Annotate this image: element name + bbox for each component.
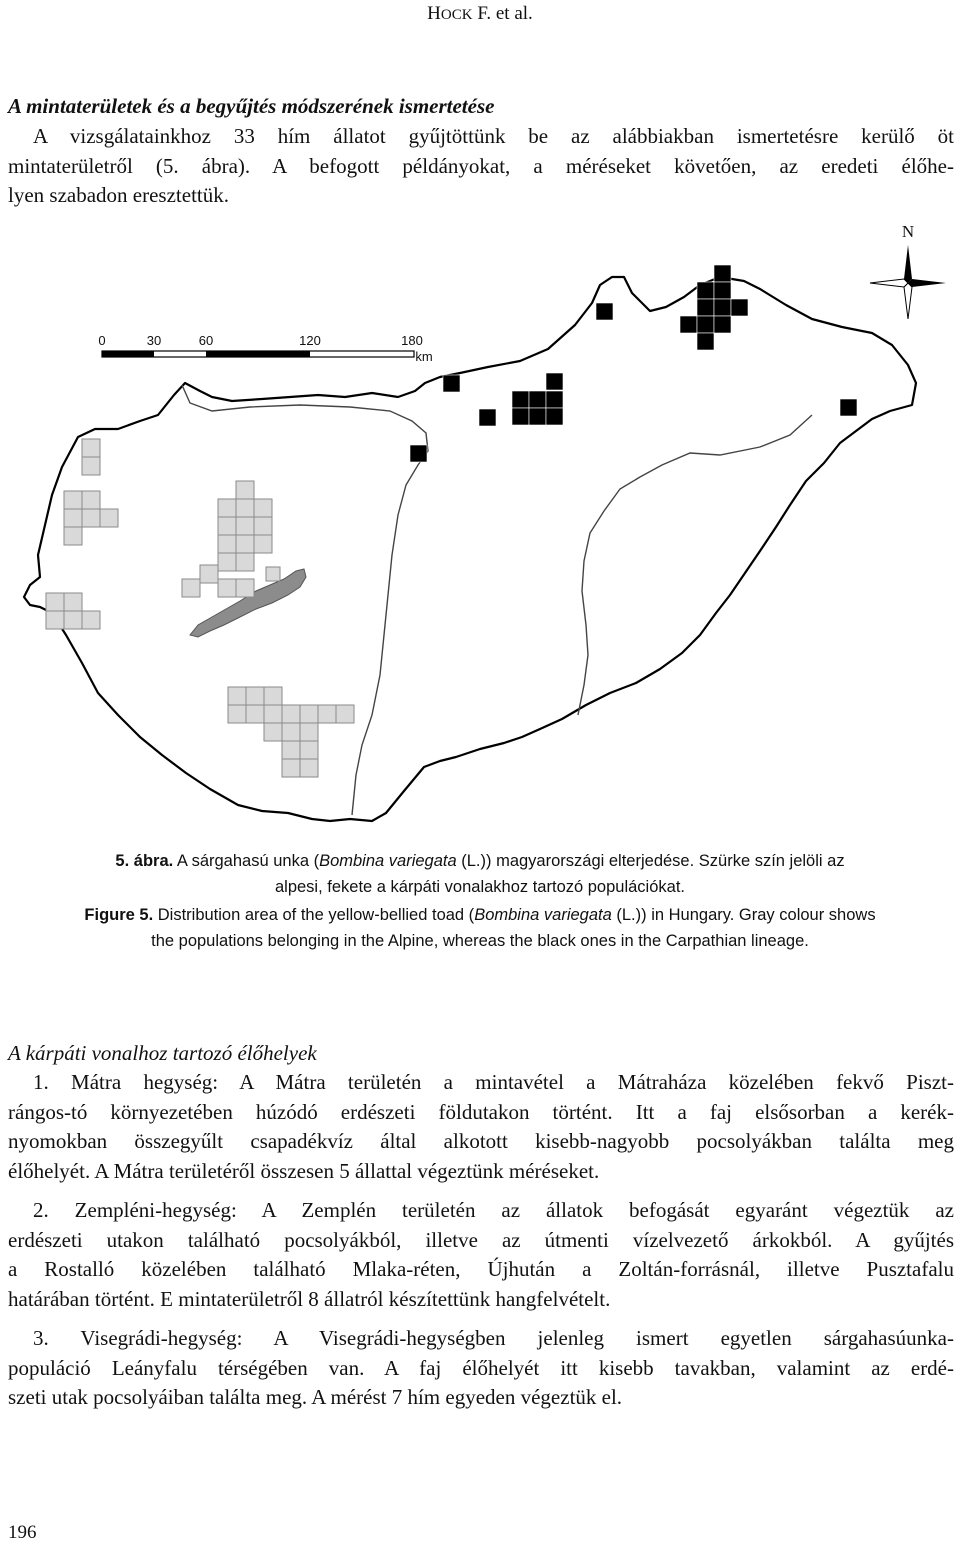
- paragraph-line: lyen szabadon eresztettük.: [8, 183, 229, 207]
- alpine-square: [64, 527, 82, 545]
- alpine-square: [218, 553, 236, 571]
- alpine-square: [236, 579, 254, 597]
- paragraph-matra: [8, 1068, 954, 1186]
- north-label: N: [901, 222, 915, 241]
- scale-bar: [98, 333, 432, 364]
- north-arrow: [870, 222, 946, 319]
- carpathian-square: [697, 299, 714, 316]
- paragraph-line: 3. Visegrádi-hegység: A Visegrádi-hegységben jelenleg ismert egyetlen sárgahasúunka-: [33, 1326, 954, 1350]
- alpine-square: [82, 611, 100, 629]
- scale-tick-label: 0: [98, 333, 106, 348]
- carpathian-square: [697, 282, 714, 299]
- carpathian-square: [546, 391, 563, 408]
- paragraph-zemplen: [8, 1196, 954, 1314]
- caption-en-line-2: the populations belonging in the Alpine, whereas the black ones in the Carpathian lineage.: [151, 932, 809, 950]
- caption-en-text: (L.)) in Hungary. Gray colour shows: [611, 906, 876, 924]
- carpathian-square: [714, 316, 731, 333]
- distribution-map: [0, 215, 960, 835]
- alpine-square: [82, 439, 100, 457]
- paragraph-line: nyomokban összegyűlt csapadékvíz által alkotott kisebb-nagyobb pocsolyákban találta meg: [8, 1129, 954, 1153]
- paragraph-line: élőhelyét. A Mátra területéről összesen 5 állattal végeztünk méréseket.: [8, 1158, 600, 1183]
- scale-tick-label: 30: [146, 333, 162, 348]
- alpine-square: [300, 759, 318, 777]
- alpine-square: [254, 517, 272, 535]
- alpine-square: [228, 705, 246, 723]
- paragraph-line: a Rostalló közelében található Mlaka-réten, Újhután a Zoltán-forrásnál, illetve Pusztafalu: [8, 1257, 954, 1281]
- alpine-square: [246, 705, 264, 723]
- carpathian-square: [512, 391, 529, 408]
- carpathian-square: [529, 391, 546, 408]
- map-svg: [0, 215, 960, 835]
- caption-hu-label: 5. ábra.: [115, 852, 174, 870]
- alpine-square: [64, 593, 82, 611]
- paragraph-line: rángos-tó környezetében húzódó erdészeti földutakon történt. Itt a faj elsősorban a kerék-: [8, 1099, 954, 1124]
- methods-paragraph: [8, 122, 954, 211]
- carpathian-square: [714, 299, 731, 316]
- alpine-square: [254, 499, 272, 517]
- paragraph-line: A vizsgálatainkhoz 33 hím állatot gyűjtöttünk be az alábbiakban ismertetésre kerülő öt: [33, 124, 954, 148]
- caption-hu-text: A sárgahasú unka (: [173, 852, 320, 870]
- alpine-square: [82, 509, 100, 527]
- alpine-square: [46, 611, 64, 629]
- alpine-square: [282, 759, 300, 777]
- alpine-square: [254, 535, 272, 553]
- alpine-square: [236, 553, 254, 571]
- paragraph-line: 2. Zempléni-hegység: A Zemplén területén az állatok befogását egyaránt végeztük az: [33, 1198, 954, 1222]
- alpine-square: [64, 509, 82, 527]
- scale-tick-label: 120: [299, 333, 321, 348]
- alpine-square: [282, 705, 300, 723]
- carpathian-square: [529, 408, 546, 425]
- alpine-square: [218, 499, 236, 517]
- paragraph-line: mintaterületről (5. ábra). A befogott példányokat, a méréseket követően, az eredeti élőhe-: [8, 153, 954, 178]
- carpathian-square: [546, 373, 563, 390]
- alpine-square: [82, 491, 100, 509]
- carpathian-square: [410, 445, 427, 462]
- carpathian-square: [714, 282, 731, 299]
- carpathian-square: [731, 299, 748, 316]
- carpathian-square: [512, 408, 529, 425]
- figure-caption-english: [0, 902, 960, 954]
- scale-unit-label: km: [415, 349, 433, 364]
- alpine-square: [200, 565, 218, 583]
- carpathian-square: [697, 333, 714, 350]
- header-author-rest: OCK: [440, 7, 473, 23]
- carpathian-square: [479, 409, 496, 426]
- alpine-square: [218, 535, 236, 553]
- alpine-square: [318, 705, 336, 723]
- paragraph-line: szeti utak pocsolyáiban találta meg. A mérést 7 hím egyeden végeztük el.: [8, 1385, 623, 1409]
- paragraph-line: populáció Leányfalu térségében van. A faj élőhelyét itt kisebb tavakban, valamint az erdé-: [8, 1355, 954, 1380]
- hungary-outline: [24, 277, 916, 821]
- alpine-square: [264, 705, 282, 723]
- alpine-square: [264, 723, 282, 741]
- header-author-tail: F. et al.: [472, 3, 533, 24]
- alpine-square: [236, 517, 254, 535]
- caption-hu-line-2: alpesi, fekete a kárpáti vonalakhoz tartozó populációkat.: [274, 878, 685, 896]
- section-title-methods: A mintaterületek és a begyűjtés módszerének ismertetése: [8, 94, 495, 118]
- alpine-square: [300, 723, 318, 741]
- alpine-square: [282, 723, 300, 741]
- alpine-square: [336, 705, 354, 723]
- caption-en-species: Bombina variegata: [474, 906, 612, 924]
- paragraph-line: erdészeti utakon található pocsolyákból, illetve az útmenti vízelvezető árkokból. A gyűjtés: [8, 1227, 954, 1252]
- scale-tick-label: 180: [401, 333, 423, 348]
- alpine-square: [228, 687, 246, 705]
- alpine-square: [236, 481, 254, 499]
- caption-en-text: Distribution area of the yellow-bellied toad (: [153, 906, 475, 924]
- alpine-square: [282, 741, 300, 759]
- alpine-square: [300, 741, 318, 759]
- alpine-square: [218, 579, 236, 597]
- carpathian-square: [596, 303, 613, 320]
- figure-caption-hungarian: [0, 848, 960, 900]
- alpine-square: [236, 535, 254, 553]
- alpine-square: [236, 499, 254, 517]
- carpathian-square: [546, 408, 563, 425]
- alpine-square: [82, 457, 100, 475]
- page-number: 196: [8, 1522, 37, 1543]
- carpathian-square: [840, 399, 857, 416]
- alpine-square: [64, 611, 82, 629]
- alpine-square: [46, 593, 64, 611]
- carpathian-square: [680, 316, 697, 333]
- section-title-carpathian-habitats: A kárpáti vonalhoz tartozó élőhelyek: [8, 1041, 317, 1065]
- alpine-square: [218, 517, 236, 535]
- caption-hu-species: Bombina variegata: [319, 852, 457, 870]
- caption-hu-line-1: [0, 848, 960, 874]
- alpine-square: [182, 579, 200, 597]
- carpathian-square: [697, 316, 714, 333]
- scale-tick-label: 60: [198, 333, 214, 348]
- alpine-square: [100, 509, 118, 527]
- carpathian-square: [714, 265, 731, 282]
- header-author-initial: H: [427, 3, 441, 24]
- carpathian-square: [443, 375, 460, 392]
- alpine-square: [300, 705, 318, 723]
- running-header: [0, 3, 960, 25]
- caption-en-label: Figure 5.: [84, 906, 154, 924]
- caption-hu-text: (L.)) magyarországi elterjedése. Szürke szín jelöli az: [456, 852, 845, 870]
- alpine-square: [264, 687, 282, 705]
- paragraph-line: határában történt. E mintaterületről 8 állatról készítettünk hangfelvételt.: [8, 1286, 611, 1311]
- caption-en-line-1: [0, 902, 960, 928]
- paragraph-line: 1. Mátra hegység: A Mátra területén a mintavétel a Mátraháza közelében fekvő Piszt-: [33, 1070, 954, 1094]
- alpine-square: [266, 567, 280, 581]
- paragraph-visegrad: [8, 1324, 954, 1413]
- alpine-square: [64, 491, 82, 509]
- alpine-square: [246, 687, 264, 705]
